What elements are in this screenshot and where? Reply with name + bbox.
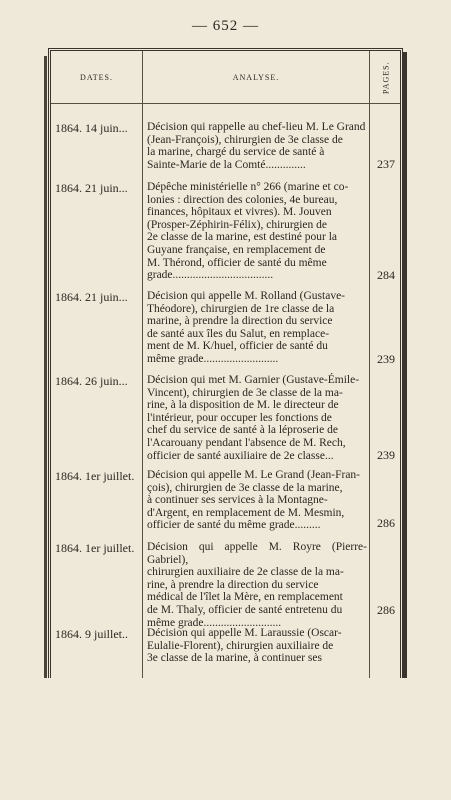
entry-date: 1864. 21 juin... bbox=[55, 290, 128, 304]
entry-page: 237 bbox=[377, 157, 395, 171]
header-analyse: ANALYSE. bbox=[232, 73, 280, 82]
column-divider-pages bbox=[369, 51, 370, 678]
entry-date: 1864. 26 juin... bbox=[55, 374, 128, 388]
entry-page: 239 bbox=[377, 448, 395, 462]
entry-analysis: Décision qui appelle M. Rolland (Gustave- Théodore), chirurgien de 1re classe de la marine, à prendre la direction du service de santé aux îles du Salut, en remplace- ment de M. K/huel, officier de santé du même grade.......................... bbox=[147, 290, 346, 365]
entry-analysis: Décision qui met M. Garnier (Gustave-Émile- Vincent), chirurgien de 3e classe de la ma- rine, à la disposition de M. le directeur de l'intérieur, pour occuper les fonctions de chef du service de santé à la léproserie de l'Acarouany pendant l'absence de M. Rech, officier de santé auxiliaire de 2e classe... bbox=[147, 374, 360, 462]
page-number: — 652 — bbox=[192, 18, 259, 34]
entry-date: 1864. 9 juillet.. bbox=[55, 627, 128, 641]
entry-analysis: Dépêche ministérielle n° 266 (marine et co- lonies : direction des colonies, 4e bureau, finances, hôpitaux et vivres). M. Jouven (Prosper-Zéphirin-Félix), chirurgien de 2e classe de la marine, est destiné pour la Guyane française, en remplacement de M. Thérond, officier de santé du même grade................................... bbox=[147, 181, 349, 282]
entry-page: 286 bbox=[377, 516, 395, 530]
entry-page: 284 bbox=[377, 268, 395, 282]
entry-analysis: Décision qui appelle M. Le Grand (Jean-Fran- çois), chirurgien de 3e classe de la marine, à continuer ses services à la Montagne- d'Argent, en remplacement de M. Mesmin, officier de santé du même grade......... bbox=[147, 469, 360, 532]
frame-shadow-left bbox=[44, 56, 47, 678]
entry-analysis: Décision qui appelle M. Laraussie (Oscar- Eulalie-Florent), chirurgien auxiliaire de 3e classe de la marine, à continuer ses bbox=[147, 627, 342, 665]
entry-page: 286 bbox=[377, 603, 395, 617]
frame-shadow-right bbox=[403, 52, 407, 678]
entry-analysis: Décision qui appelle M. Royre (Pierre-Gabriel), chirurgien auxiliaire de 2e classe de la ma- rine, à prendre la direction du service médical de l'îlet la Mère, en remplacement de M. Thaly, officier de santé entretenu du même grade........................... bbox=[147, 541, 367, 629]
header-pages: PAGES. bbox=[381, 61, 391, 95]
entry-date: 1864. 21 juin... bbox=[55, 181, 128, 195]
entry-date: 1864. 14 juin... bbox=[55, 121, 128, 135]
entry-date: 1864. 1er juillet. bbox=[55, 469, 135, 483]
entry-page: 239 bbox=[377, 352, 395, 366]
header-dates: DATES. bbox=[80, 73, 113, 82]
header-rule bbox=[51, 103, 400, 104]
entry-date: 1864. 1er juillet. bbox=[55, 541, 135, 555]
column-divider-dates bbox=[142, 51, 143, 678]
entry-analysis: Décision qui rappelle au chef-lieu M. Le Grand (Jean-François), chirurgien de 3e classe de la marine, chargé du service de santé à Sainte-Marie de la Comté.............. bbox=[147, 121, 366, 171]
register-table bbox=[48, 48, 403, 678]
